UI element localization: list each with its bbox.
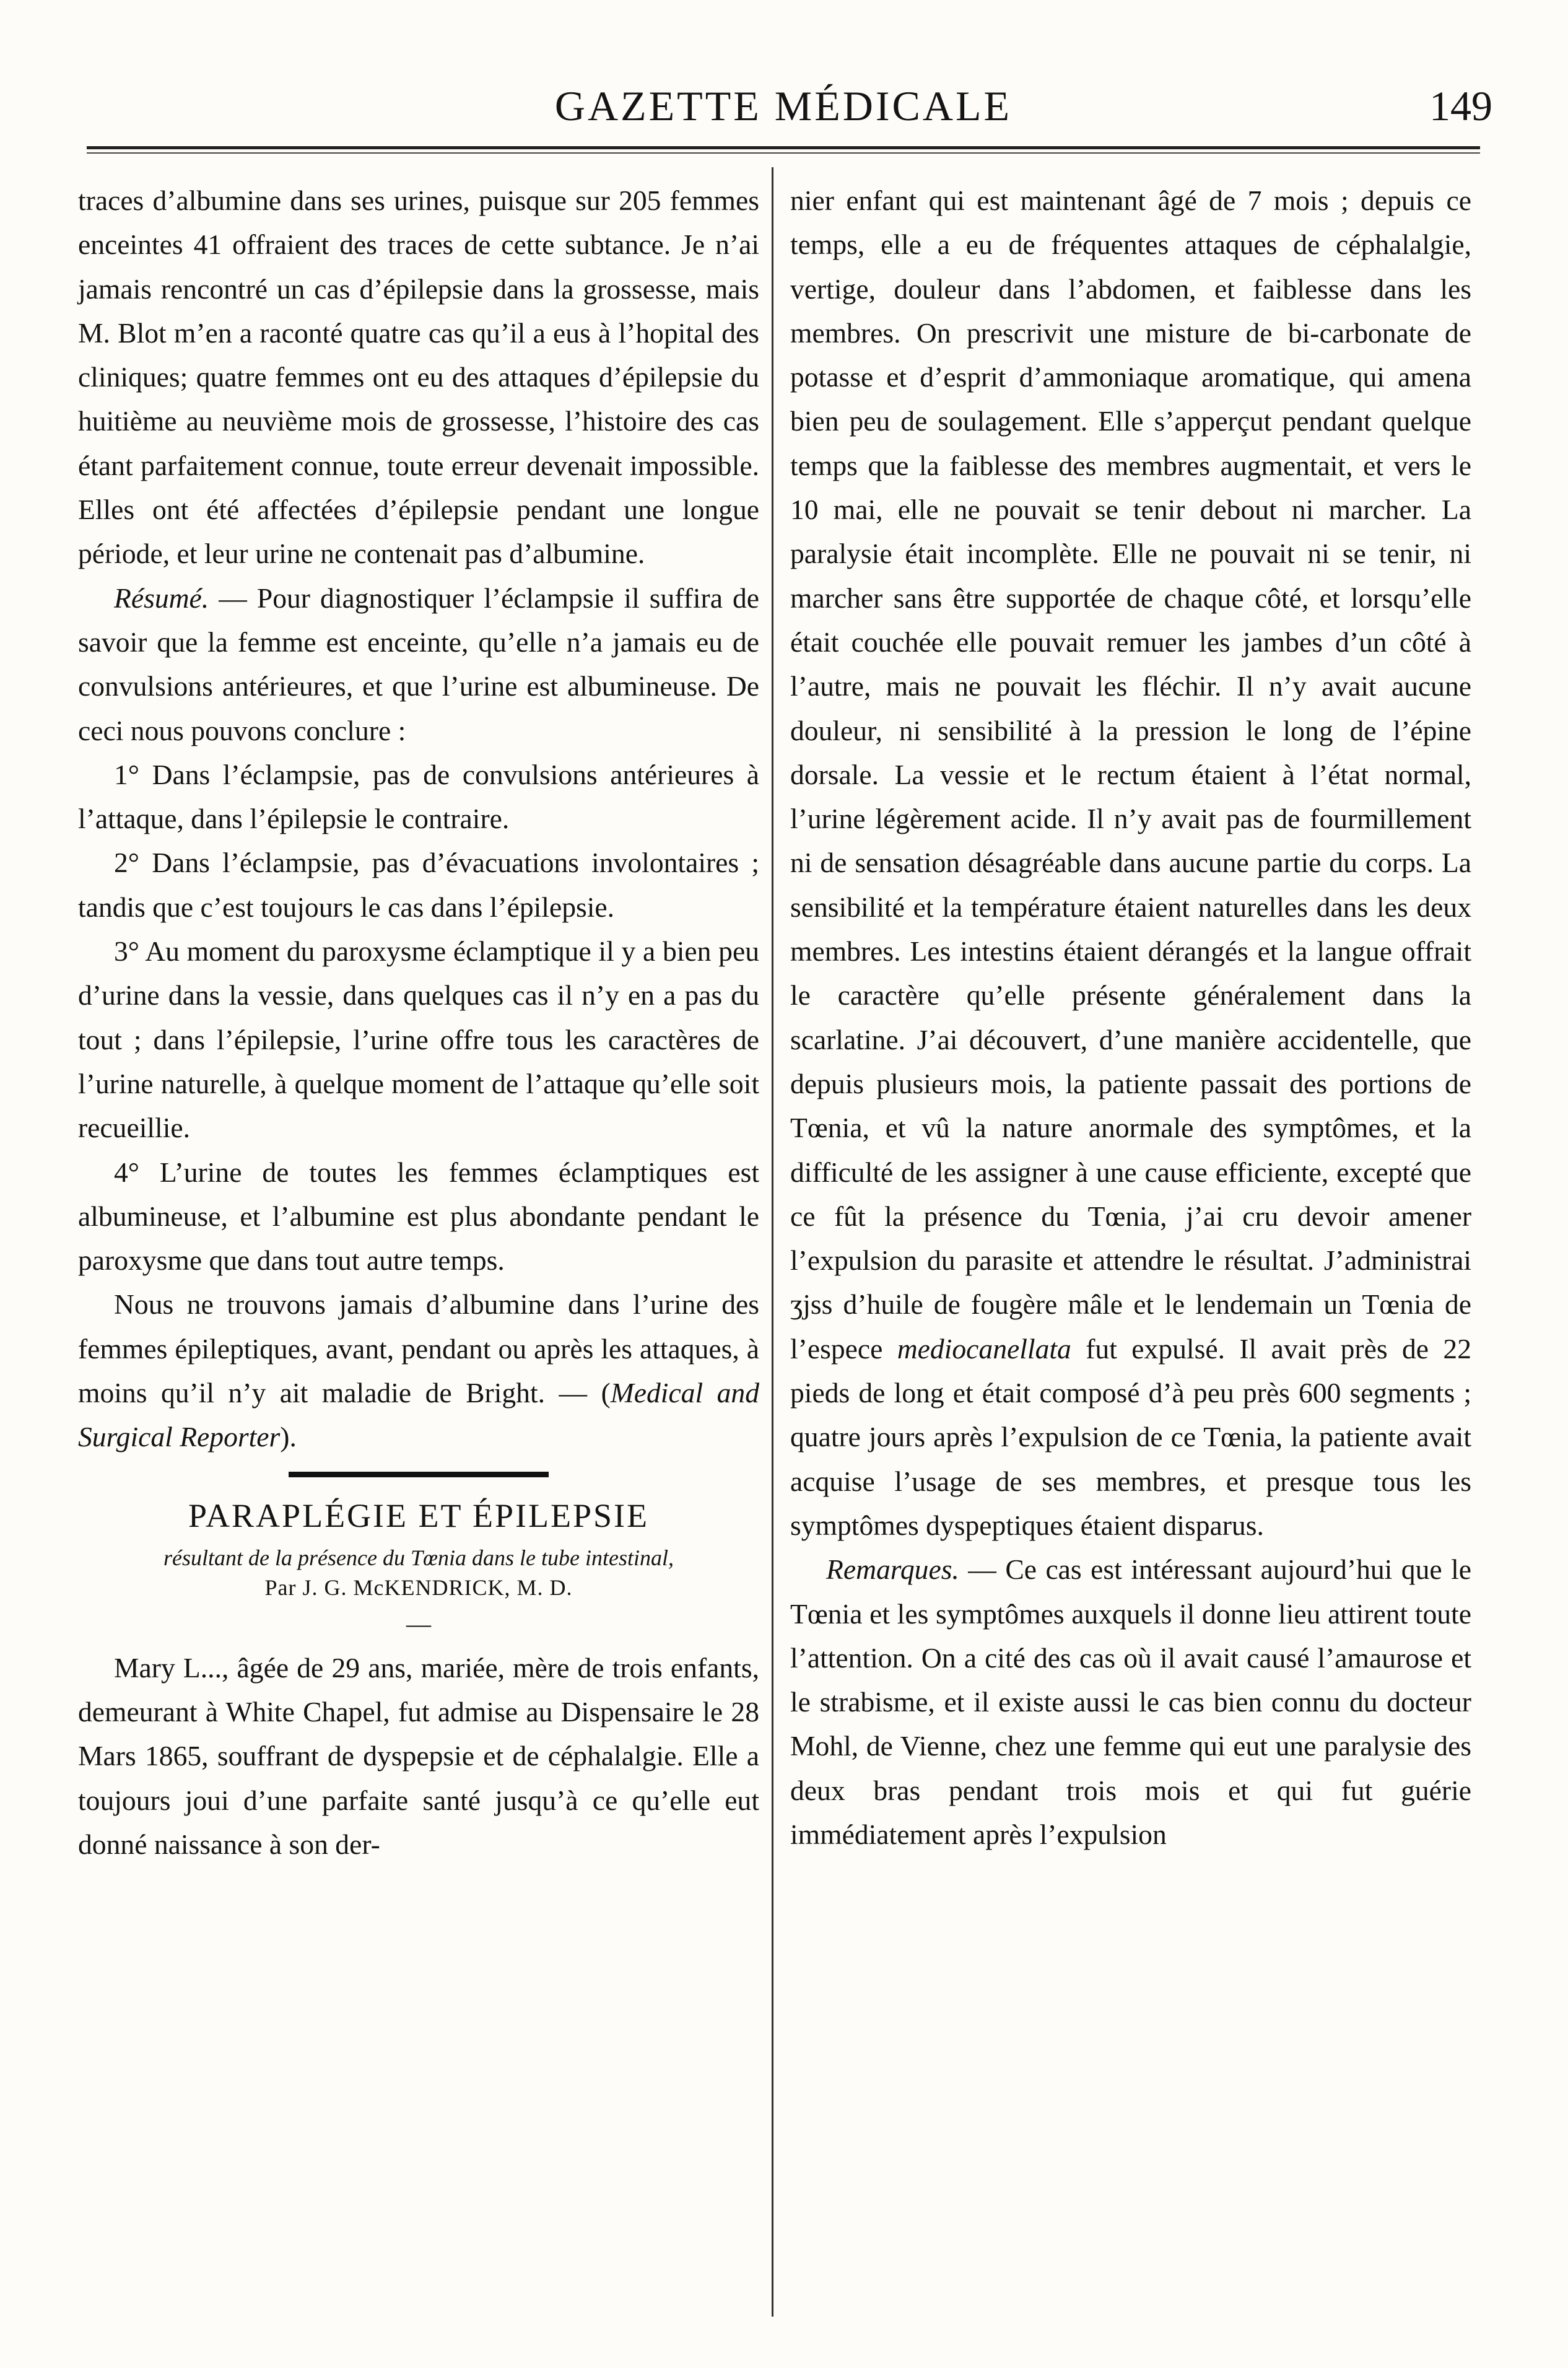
- remarks-paragraph: [790, 1547, 1471, 1856]
- source-close: ).: [280, 1421, 297, 1453]
- conclusion-item-2: 2° Dans l’éclampsie, pas d’évacuations involontaires ; tandis que c’est toujours le cas dans l’épilepsie.: [78, 847, 759, 923]
- conclusion-item-4: 4° L’urine de toutes les femmes éclamptiques est albumineuse, et l’albumine est plus abondante pendant le paroxysme que dans tout autre temps.: [78, 1156, 759, 1277]
- closing-paragraph: [78, 1282, 759, 1459]
- header-rule-thin: [87, 152, 1480, 154]
- short-dash: —: [406, 1609, 431, 1638]
- species-name: mediocanellata: [897, 1332, 1071, 1365]
- case-report-start: Mary L..., âgée de 29 ans, mariée, mère de trois enfants, demeurant à White Chapel, fut admise au Dispensaire le 28 Mars 1865, souffrant de dyspepsie et de céphalalgie. Elle a toujours joui d’une parfaite santé jusqu’à ce qu’elle eut donné naissance à son der-: [78, 1651, 759, 1860]
- column-divider: [772, 167, 773, 2317]
- article-author: Par J. G. McKENDRICK, M. D.: [264, 1575, 573, 1600]
- remarks-label: Remarques.: [826, 1553, 959, 1586]
- case-text-end: fut expulsé. Il avait près de 22 pieds de long et était composé d’à peu près 600 segments ; quatre jours après l’expulsion de ce Tœnia, la patiente avait acquise l’usage de ses membres, et presque tous les symptômes dyspeptiques étaient disparus.: [790, 1332, 1471, 1541]
- closing-text: Nous ne trouvons jamais d’albumine dans l’urine des femmes épileptiques, avant, pendant ou après les attaques, à moins qu’il n’y ait maladie de Bright. — (: [78, 1288, 759, 1409]
- journal-title: GAZETTE MÉDICALE: [554, 82, 1013, 129]
- source-citation: Medical and Surgical Reporter: [78, 1377, 760, 1453]
- paragraph-continued: traces d’albumine dans ses urines, puisque sur 205 femmes enceintes 41 offraient des traces de cette subtance. Je n’ai jamais rencontré un cas d’épilepsie dans la grossesse, mais M. Blot m’en a raconté quatre cas qu’il a eus à l’hopital des cliniques; quatre femmes ont eu des attaques d’épilepsie du huitième au neuvième mois de grossesse, l’histoire des cas étant parfaitement connue, toute erreur devenait impossible. Elles ont été affectées d’épilepsie pendant une longue période, et leur urine ne contenait pas d’albumine.: [78, 185, 759, 570]
- resume-label: Résumé.: [114, 582, 209, 614]
- resume-text: — Pour diagnostiquer l’éclampsie il suffira de savoir que la femme est enceinte, qu’elle n’a jamais eu de convulsions antérieures, et que l’urine est albumineuse. De ceci nous pouvons conclure :: [78, 582, 759, 746]
- case-text: nier enfant qui est maintenant âgé de 7 mois ; depuis ce temps, elle a eu de fréquentes attaques de céphalalgie, vertige, douleur dans l’abdomen, et faiblesse dans les membres. On prescrivit une misture de bi-carbonate de potasse et d’esprit d’ammoniaque aromatique, qui amena bien peu de soulagement. Elle s’apperçut pendant quelque temps que la faiblesse des membres augmentait, et vers le 10 mai, elle ne pouvait se tenir debout ni marcher. La paralysie était incomplète. Elle ne pouvait ni se tenir, ni marcher sans être supportée de chaque côté, et lorsqu’elle était couchée elle pouvait remuer les jambes d’un côté à l’autre, mais ne pouvait les fléchir. Il n’y avait aucune douleur, ni sensibilité à la pression le long de l’épine dorsale. La vessie et le rectum étaient à l’état normal, l’urine légèrement acide. Il n’y avait pas de fourmillement ni de sensation désagréable dans aucune partie du corps. La sensibilité et la température étaient naturelles dans les deux membres. Les intestins étaient dérangés et la langue offrait le caractère qu’elle présente généralement dans la scarlatine. J’ai découvert, d’une manière accidentelle, que depuis plusieurs mois, la patiente passait des portions de Tœnia, et vû la nature anormale des symptômes, et la difficulté de les assigner à une cause efficiente, excepté que ce fût la présence du Tœnia, j’ai cru devoir amener l’expulsion du parasite et attendre le résultat. J’administrai ʒjss d’huile de fougère mâle et le lendemain un Tœnia de l’espece: [790, 185, 1471, 1365]
- article-title: PARAPLÉGIE ET ÉPILEPSIE: [188, 1496, 650, 1534]
- conclusion-item-1: 1° Dans l’éclampsie, pas de convulsions antérieures à l’attaque, dans l’épilepsie le contraire.: [78, 758, 759, 835]
- left-column: [78, 178, 759, 1866]
- article-subtitle: résultant de la présence du Tœnia dans le tube intestinal,: [163, 1545, 674, 1570]
- page-header: [74, 73, 1492, 141]
- remarks-text: — Ce cas est intéressant aujourd’hui que le Tœnia et les symptômes auxquels il donne lieu attirent toute l’attention. On a cité des cas où il avait causé l’amaurose et le strabisme, et il existe aussi le cas bien connu du docteur Mohl, de Vienne, chez une femme qui eut une paralysie des deux bras pendant trois mois et qui fut guérie immédiatement après l’expulsion: [790, 1553, 1471, 1850]
- section-separator: [289, 1472, 549, 1477]
- right-column: [790, 178, 1471, 1856]
- conclusion-item-3: 3° Au moment du paroxysme éclamptique il y a bien peu d’urine dans la vessie, dans quelques cas il n’y en a pas du tout ; dans l’épilepsie, l’urine offre tous les caractères de l’urine naturelle, à quelque moment de l’attaque qu’elle soit recueillie.: [78, 935, 759, 1144]
- header-rule: [87, 146, 1480, 149]
- page-number: 149: [1429, 82, 1492, 129]
- resume-paragraph: [78, 576, 759, 753]
- case-report-continued: [790, 178, 1471, 1547]
